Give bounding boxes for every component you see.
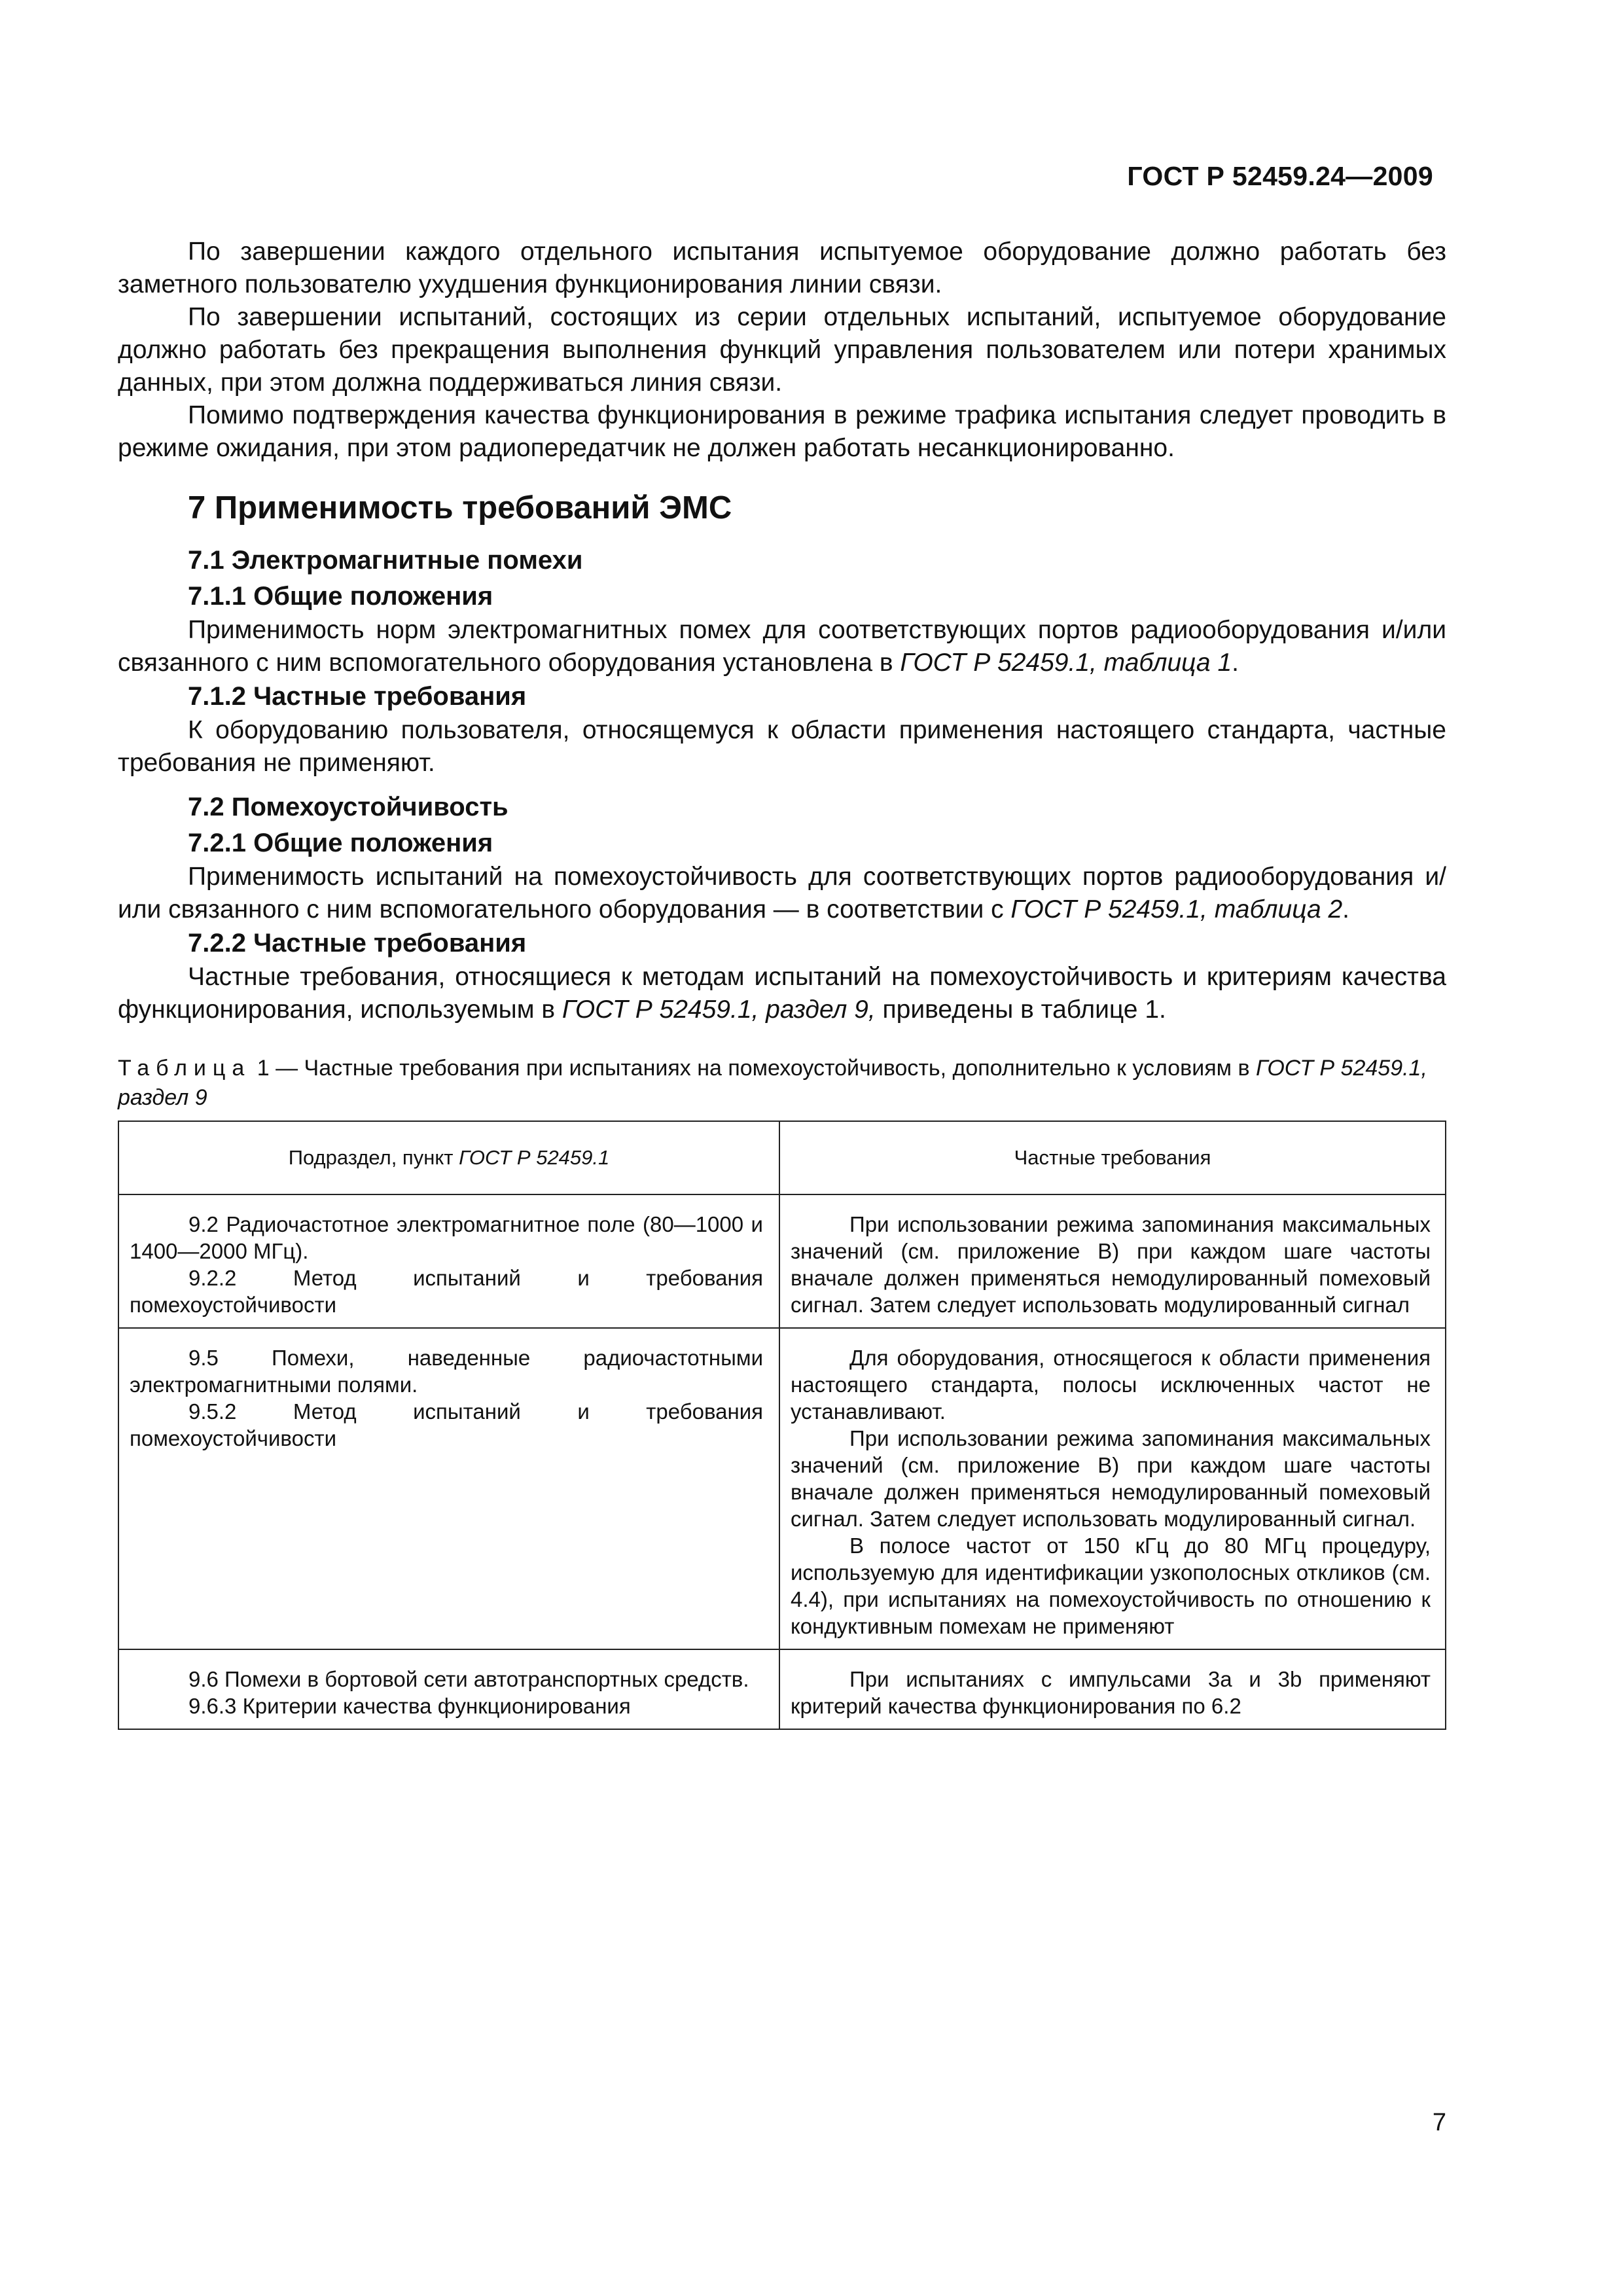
standard-reference: ГОСТ Р 52459.1, таблица 2 <box>1010 895 1343 924</box>
section-7-1-2-heading: 7.1.2 Частные требования <box>188 682 527 711</box>
header-reference: ГОСТ Р 52459.1 <box>459 1146 610 1169</box>
cell-paragraph: 9.6.3 Критерии качества функционирования <box>188 1694 631 1718</box>
cell-paragraph: В полосе частот от 150 кГц до 80 МГц процедуру, используемую для идентификации узкополосных откликов (см. 4.4), при испытаниях на помехоустойчивость по отношению к кондуктивным помехам не применяют <box>791 1534 1431 1638</box>
intro-paragraph-1: По завершении каждого отдельного испытания испытуемое оборудование должно работать без заметного пользователю ухудшения функционирования линии связи. <box>118 238 1446 298</box>
section-7-1-heading: 7.1 Электромагнитные помехи <box>188 546 583 575</box>
table-caption-text: 1 — Частные требования при испытаниях на помехоустойчивость, дополнительно к условиям в <box>251 1056 1256 1081</box>
section-7-2-heading: 7.2 Помехоустойчивость <box>188 793 508 821</box>
section-7-1-2-text: К оборудованию пользователя, относящемуся к области применения настоящего стандарта, частные требования не применяют. <box>118 716 1446 777</box>
table-cell-requirements <box>779 1194 1446 1328</box>
cell-paragraph: 9.6 Помехи в бортовой сети автотранспортных средств. <box>188 1667 749 1691</box>
table-header-requirements: Частные требования <box>779 1121 1446 1194</box>
section-7-1-1-heading: 7.1.1 Общие положения <box>188 582 493 611</box>
page-number: 7 <box>1432 2109 1446 2136</box>
cell-paragraph: При использовании режима запоминания максимальных значений (см. приложение В) при каждом шаге частоты вначале должен применяться немодулированный помеховый сигнал. Затем следует использовать модулированный сигнал. <box>791 1426 1431 1531</box>
cell-paragraph: Для оборудования, относящегося к области применения настоящего стандарта, полосы исключенных частот не устанавливают. <box>791 1346 1431 1424</box>
table-cell-subsection <box>118 1649 779 1729</box>
cell-paragraph: 9.5.2 Метод испытаний и требования помехоустойчивости <box>130 1399 763 1450</box>
table-caption-label: Таблица <box>118 1056 251 1081</box>
section-7-1-1-text <box>118 614 1446 679</box>
text-run: . <box>1232 649 1239 677</box>
cell-paragraph: При испытаниях с импульсами 3а и 3b применяют критерий качества функционирования по 6.2 <box>791 1667 1431 1718</box>
standard-reference: ГОСТ Р 52459.1, раздел 9, <box>562 996 876 1024</box>
document-header: ГОСТ Р 52459.24—2009 <box>1127 161 1433 191</box>
table-cell-requirements <box>779 1649 1446 1729</box>
intro-paragraph-2: По завершении испытаний, состоящих из серии отдельных испытаний, испытуемое оборудование должно работать без прекращения выполнения функций управления пользователем или потери хранимых данных, при этом должна поддерживаться линия связи. <box>118 303 1446 397</box>
cell-paragraph: 9.2.2 Метод испытаний и требования помехоустойчивости <box>130 1266 763 1317</box>
cell-paragraph: 9.2 Радиочастотное электромагнитное поле (80—1000 и 1400—2000 МГц). <box>130 1212 763 1263</box>
table-1-caption <box>118 1054 1446 1113</box>
table-cell-subsection <box>118 1194 779 1328</box>
document-body <box>118 236 1446 1730</box>
section-7-2-2-text <box>118 961 1446 1026</box>
text-run: приведены в таблице 1. <box>875 996 1166 1024</box>
intro-paragraph-3: Помимо подтверждения качества функционирования в режиме трафика испытания следует проводить в режиме ожидания, при этом радиопередатчик не должен работать несанкционированно. <box>118 401 1446 462</box>
table-cell-subsection <box>118 1328 779 1649</box>
table-row <box>118 1328 1446 1649</box>
table-caption-reference: ГОСТ Р 52459.1, раздел 9 <box>118 1056 1427 1110</box>
cell-paragraph: При использовании режима запоминания максимальных значений (см. приложение В) при каждом шаге частоты вначале должен применяться немодулированный помеховый сигнал. Затем следует использовать модулированный сигнал <box>791 1212 1431 1317</box>
section-7-heading: 7 Применимость требований ЭМС <box>188 490 732 526</box>
header-text: Подраздел, пункт <box>288 1146 459 1169</box>
table-cell-requirements <box>779 1328 1446 1649</box>
cell-paragraph: 9.5 Помехи, наведенные радиочастотными электромагнитными полями. <box>130 1346 763 1397</box>
text-run: . <box>1342 895 1349 924</box>
section-7-2-1-text <box>118 861 1446 926</box>
table-row <box>118 1194 1446 1328</box>
text-run: Применимость норм электромагнитных помех для соответствующих портов радиооборудования и/или связанного с ним вспомогательного оборудования установлена в <box>118 616 1446 677</box>
table-header-row <box>118 1121 1446 1194</box>
table-1 <box>118 1121 1446 1730</box>
text-run: Частные требования, относящиеся к методам испытаний на помехоустойчивость и критериям качества функционирования, используемым в <box>118 963 1446 1024</box>
section-7-2-1-heading: 7.2.1 Общие положения <box>188 829 493 857</box>
table-row <box>118 1649 1446 1729</box>
standard-reference: ГОСТ Р 52459.1, таблица 1 <box>900 649 1232 677</box>
table-header-subsection <box>118 1121 779 1194</box>
text-run: Применимость испытаний на помехоустойчивость для соответствующих портов радиооборудования и/или связанного с ним вспомогательного оборудования — в соответствии с <box>118 863 1446 924</box>
section-7-2-2-heading: 7.2.2 Частные требования <box>188 929 527 958</box>
